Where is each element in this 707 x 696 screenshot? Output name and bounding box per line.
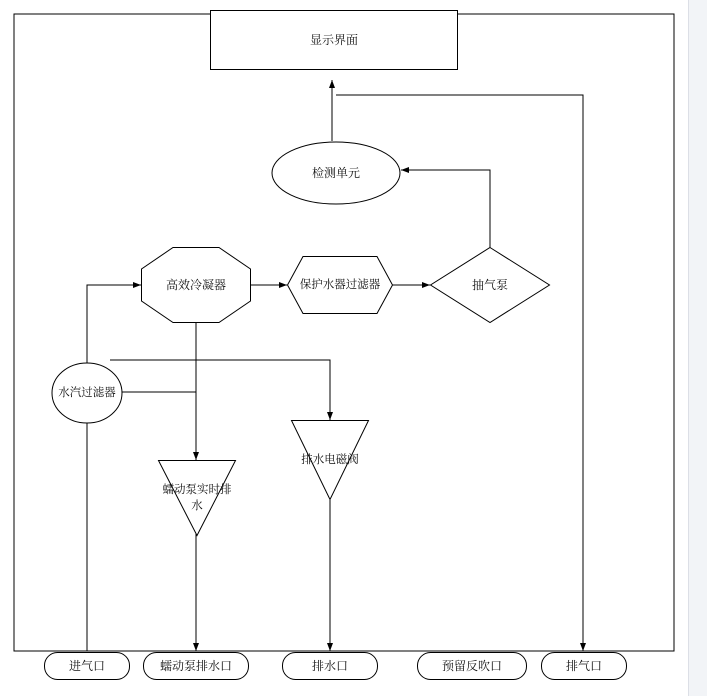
node-peristaltic-realtime[interactable]: [158, 460, 236, 536]
node-drain-solenoid-label: 排水电磁阀: [301, 454, 359, 466]
node-display-unit[interactable]: [210, 10, 458, 70]
node-condenser[interactable]: [141, 247, 251, 323]
port-peristaltic-drain-label: 蠕动泵排水口: [159, 659, 232, 673]
node-drain-solenoid[interactable]: [291, 420, 369, 500]
port-reserved-blowback[interactable]: [417, 652, 527, 680]
node-detection-unit[interactable]: [271, 141, 401, 205]
node-vapor-filter[interactable]: [51, 362, 123, 424]
port-peristaltic-drain[interactable]: [143, 652, 249, 680]
node-protect-filter-label: 保护水器过滤器: [299, 279, 381, 291]
node-peristaltic-realtime-label: 蠕动泵实时排水: [162, 484, 232, 512]
node-detection-unit-label: 检测单元: [311, 166, 360, 180]
node-vacuum-pump-label: 抽气泵: [471, 278, 508, 292]
port-intake[interactable]: [44, 652, 130, 680]
port-drain[interactable]: [282, 652, 378, 680]
node-condenser-label: 高效冷凝器: [165, 278, 226, 292]
right-sidebar-strip: [688, 0, 707, 696]
node-vacuum-pump[interactable]: [430, 247, 550, 323]
port-exhaust-label: 排气口: [565, 659, 602, 673]
node-display-unit-label: 显示界面: [309, 33, 358, 47]
port-drain-label: 排水口: [311, 659, 348, 673]
node-vapor-filter-label: 水汽过滤器: [58, 387, 116, 399]
node-protect-filter[interactable]: [287, 256, 393, 314]
port-reserved-blowback-label: 预留反吹口: [441, 659, 502, 673]
port-exhaust[interactable]: [541, 652, 627, 680]
port-intake-label: 进气口: [68, 659, 105, 673]
